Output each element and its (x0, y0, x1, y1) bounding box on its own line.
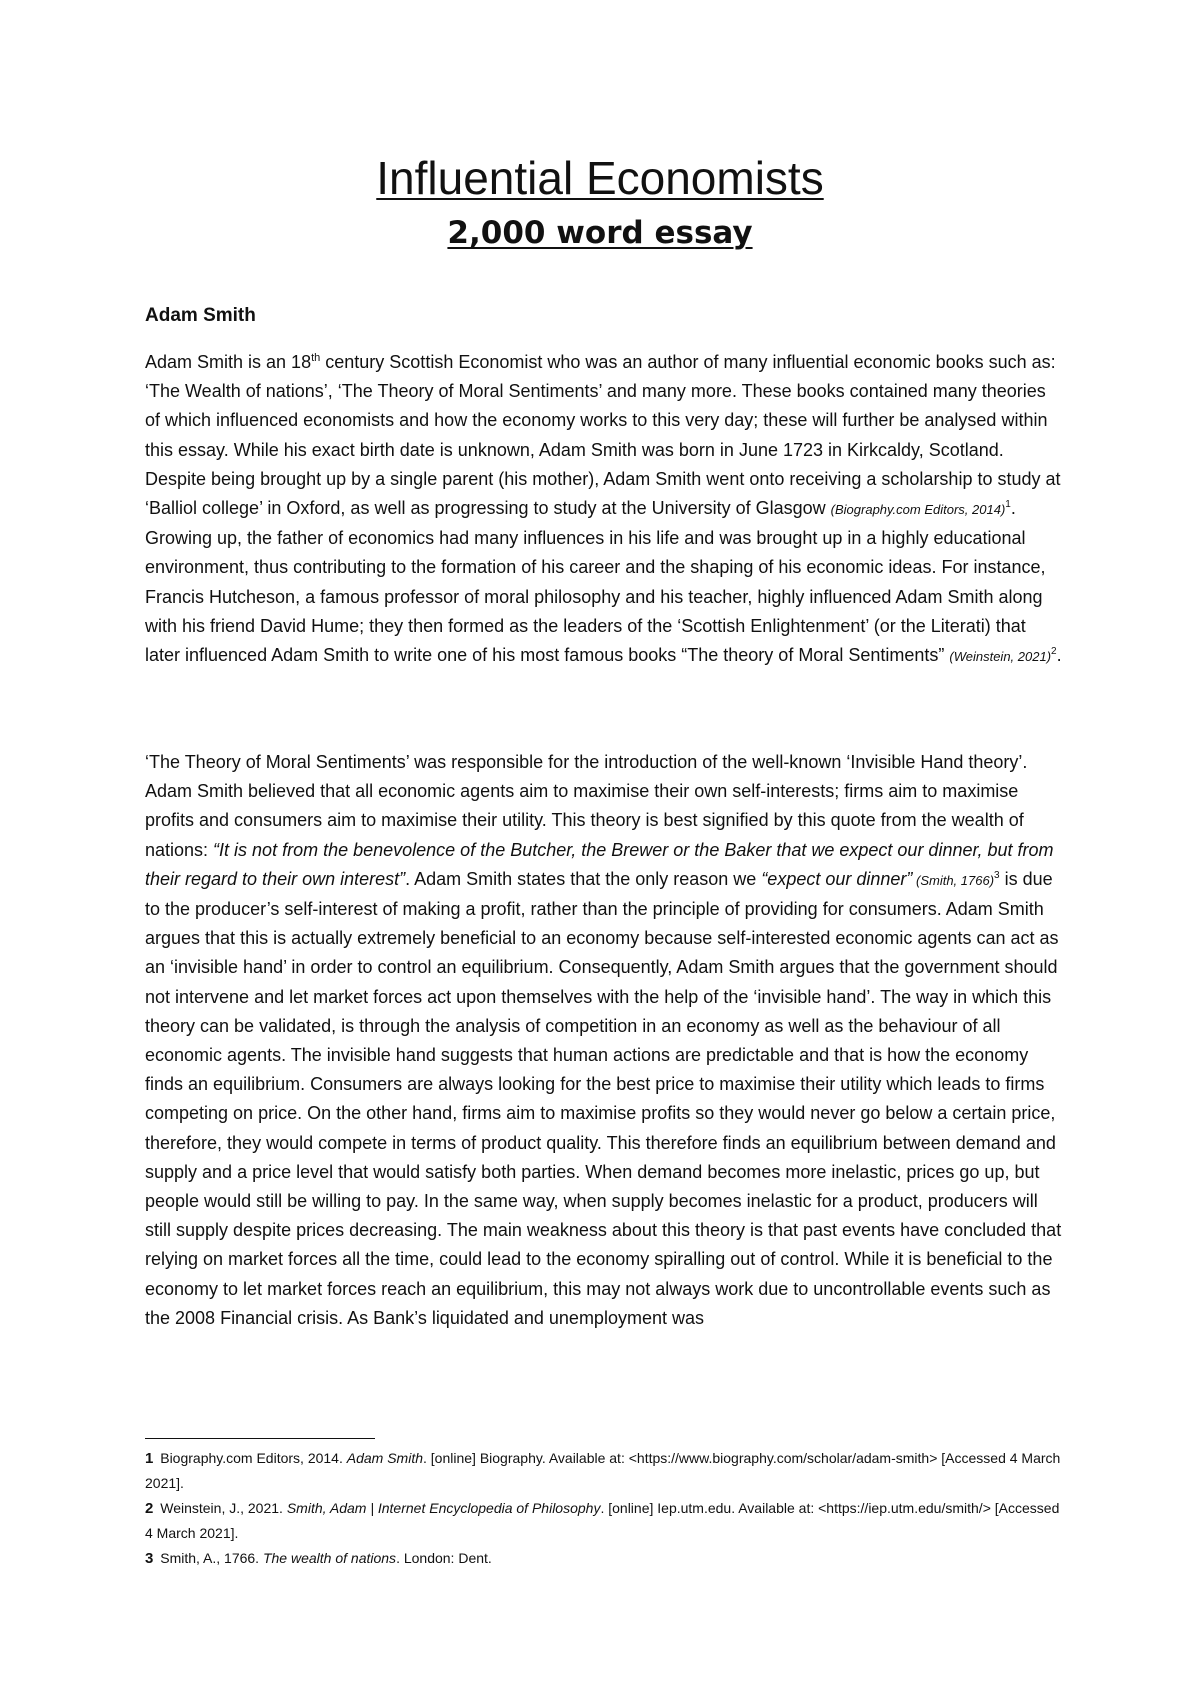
citation-3: (Smith, 1766) (912, 872, 995, 888)
footnote-ref-1: 1 (1005, 499, 1011, 511)
footnote-text: Weinstein, J., 2021. (156, 1500, 287, 1516)
footnote-number: 1 (145, 1450, 154, 1467)
footnote-divider (145, 1438, 375, 1439)
footnote-text: Biography.com Editors, 2014. (156, 1450, 347, 1466)
paragraph-2 (145, 748, 1065, 1333)
footnote-ref-2: 2 (1051, 646, 1057, 658)
paragraph-2-text-a: ‘The Theory of Moral Sentiments’ was responsible for the introduction of the well-known ‘Invisible Hand theory’. Adam Smith believed that all economic agents aim to maximise their own self-interests; firms aim to maximise profits and consumers aim to maximise their utility. This theory is best signified by this quote from the wealth of nations: (145, 752, 1028, 860)
citation-2: (Weinstein, 2021) (949, 649, 1052, 665)
footnote-text: Smith, A., 1766. (156, 1550, 263, 1566)
quote-1: “It is not from the benevolence of the Butcher, the Brewer or the Baker that we expect our dinner, but from their regard to their own interest” (145, 839, 1054, 889)
ordinal-suffix: th (311, 352, 321, 364)
paragraph-1-text-c: . Growing up, the father of economics had many influences in his life and was brought up in a highly educational environment, thus contributing to the formation of his career and the shaping of his economic ideas. For instance, Francis Hutcheson, a famous professor of moral philosophy and his teacher, highly influenced Adam Smith along with his friend David Hume; they then formed as the leaders of the ‘Scottish Enlightenment’ (or the Literati) that later influenced Adam Smith to write one of his most famous books “The theory of Moral Sentiments” (145, 498, 1046, 666)
footnote-text: . London: Dent. (396, 1550, 492, 1566)
paragraph-1-text-a: Adam Smith is an 18 (145, 352, 312, 372)
footnote-text: . [online] Biography. Available at: <https://www.biography.com/scholar/adam-smith> [Accessed 4 March 2021]. (145, 1450, 1061, 1491)
footnote-text: . [online] Iep.utm.edu. Available at: <https://iep.utm.edu/smith/> [Accessed 4 March 2021]. (145, 1500, 1060, 1541)
paragraph-1 (145, 348, 1065, 671)
paragraph-1-text-d: . (1056, 645, 1062, 666)
citation-1: (Biography.com Editors, 2014) (830, 502, 1006, 518)
document-title: Influential Economists (376, 152, 824, 204)
footnote-title: Smith, Adam | Internet Encyclopedia of Philosophy (286, 1500, 601, 1516)
footnote-2 (145, 1496, 1065, 1546)
document-subtitle: 2,000 word essay (447, 215, 753, 251)
paragraph-2-text-b: . Adam Smith states that the only reason we (405, 868, 762, 889)
footnote-ref-3: 3 (994, 869, 1000, 881)
footnote-number: 2 (145, 1500, 154, 1517)
quote-2: “expect our dinner” (761, 868, 913, 889)
footnote-3 (145, 1546, 1065, 1571)
footnote-1 (145, 1446, 1065, 1496)
footnote-number: 3 (145, 1550, 154, 1567)
footnote-title: Adam Smith (346, 1450, 423, 1466)
paragraph-2-text-c: is due to the producer’s self-interest of making a profit, rather than the principle of providing for consumers. Adam Smith argues that this is actually extremely beneficial to an economy because self-interested economic agents can act as an ‘invisible hand’ in order to control an equilibrium. Consequently, Adam Smith argues that the government should not intervene and let market forces act upon themselves with the help of the ‘invisible hand’. The way in which this theory can be validated, is through the analysis of competition in an economy as well as the behaviour of all economic agents. The invisible hand suggests that human actions are predictable and that is how the economy finds an equilibrium. Consumers are always looking for the best price to maximise their utility which leads to firms competing on price. On the other hand, firms aim to maximise profits so they would never go below a certain price, therefore, they would compete in terms of product quality. This therefore finds an equilibrium between demand and supply and a price level that would satisfy both parties. When demand becomes more inelastic, prices go up, but people would still be willing to pay. In the same way, when supply becomes inelastic for a product, producers will still supply despite prices decreasing. The main weakness about this theory is that past events have concluded that relying on market forces all the time, could lead to the economy spiralling out of control. While it is beneficial to the economy to let market forces reach an equilibrium, this may not always work due to uncontrollable events such as the 2008 Financial crisis. As Bank’s liquidated and unemployment was (145, 868, 1062, 1328)
paragraph-1-text-b: century Scottish Economist who was an author of many influential economic books such as: ‘The Wealth of nations’, ‘The Theory of Moral Sentiments’ and many more. These books contained many theories of which influenced economists and how the economy works to this very day; these will further be analysed within this essay. While his exact birth date is unknown, Adam Smith was born in June 1723 in Kirkcaldy, Scotland. Despite being brought up by a single parent (his mother), Adam Smith went onto receiving a scholarship to study at ‘Balliol college’ in Oxford, as well as progressing to study at the University of Glasgow (145, 352, 1061, 519)
footnote-title: The wealth of nations (262, 1550, 397, 1566)
footnotes (145, 1446, 1065, 1571)
section-heading: Adam Smith (145, 305, 256, 326)
